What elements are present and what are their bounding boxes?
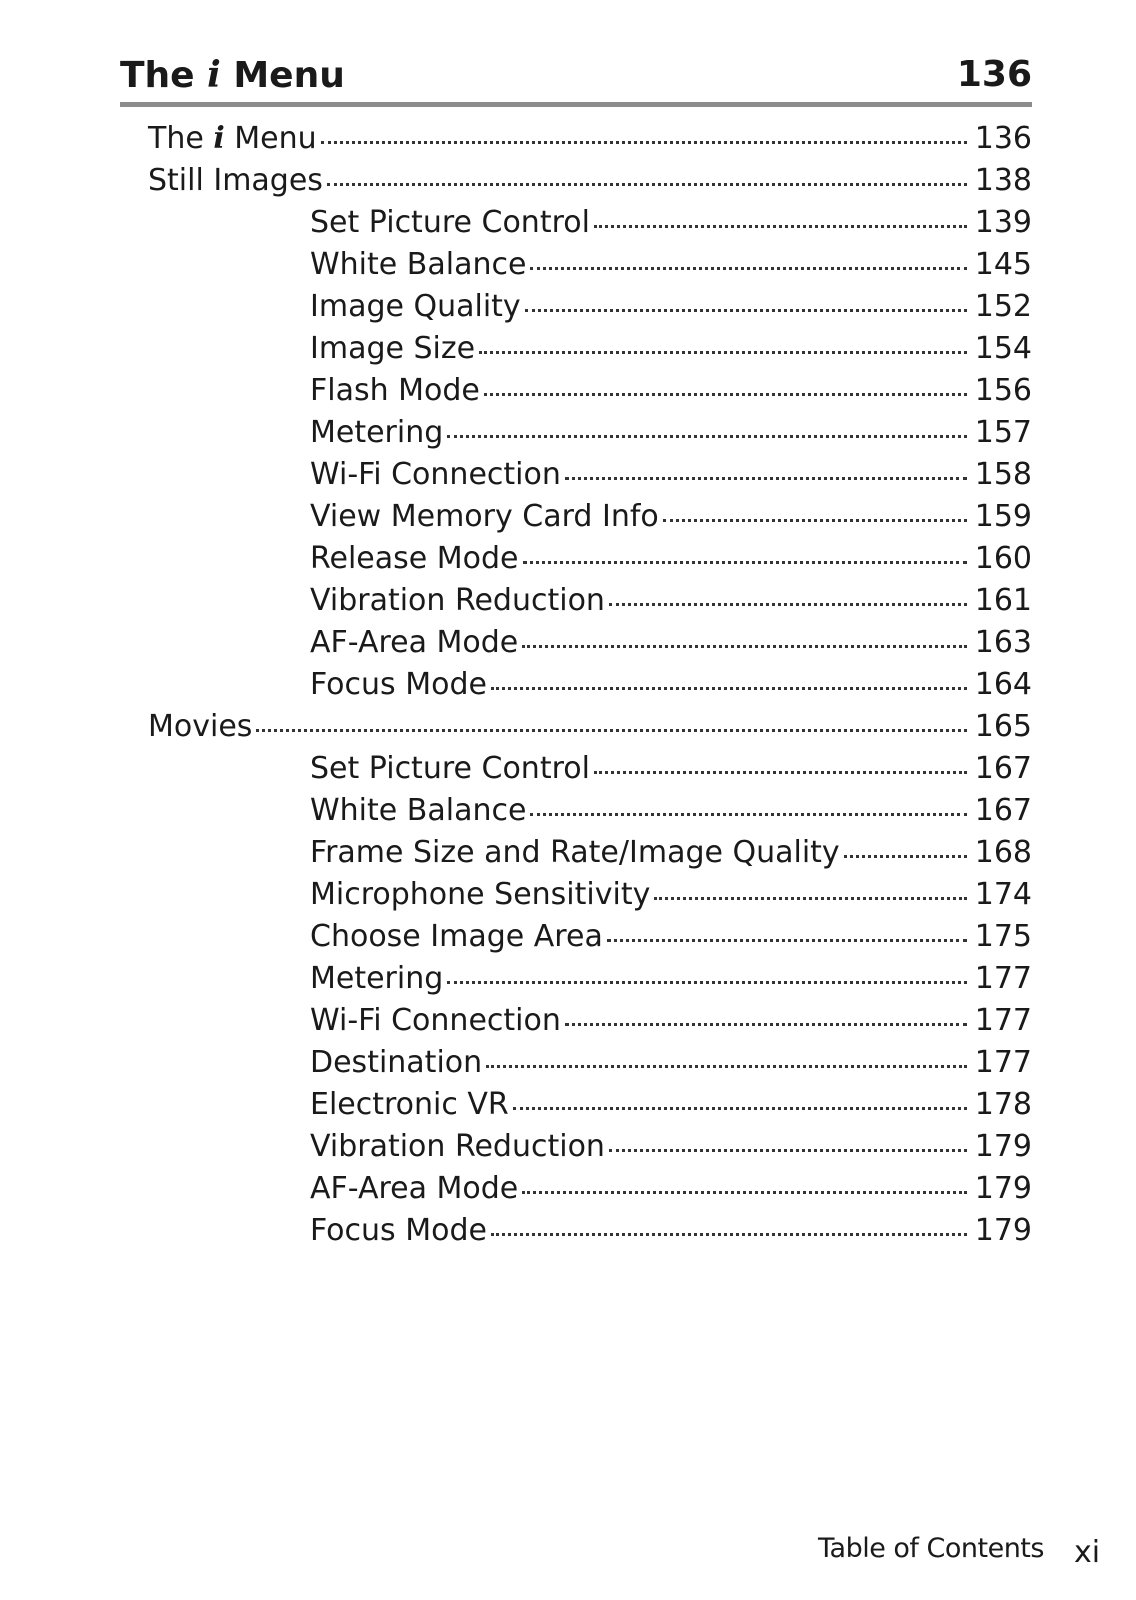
toc-entry[interactable] (120, 1168, 1032, 1210)
toc-entry-page: 175 (974, 919, 1032, 954)
toc-entry-page: 179 (974, 1171, 1032, 1206)
dot-leader (491, 1233, 967, 1236)
toc-entry[interactable] (120, 160, 1032, 202)
toc-entry-page: 161 (974, 583, 1032, 618)
toc-entry[interactable] (120, 286, 1032, 328)
toc-entry-label: Set Picture Control (310, 751, 590, 786)
dot-leader (565, 477, 967, 480)
toc-entry-page: 168 (974, 835, 1032, 870)
toc-entry-page: 174 (974, 877, 1032, 912)
toc-entry-label: Image Quality (310, 289, 521, 324)
toc-entry-label: Image Size (310, 331, 476, 366)
toc-entry[interactable] (120, 1210, 1032, 1252)
toc-entry-page: 167 (974, 793, 1032, 828)
dot-leader (594, 771, 967, 774)
toc-entry-page: 156 (974, 373, 1032, 408)
toc-entry-label: Movies (148, 709, 253, 744)
dot-leader (321, 141, 967, 144)
toc-entry-page: 178 (974, 1087, 1032, 1122)
toc-entry-page: 179 (974, 1129, 1032, 1164)
toc-entry[interactable] (120, 1042, 1032, 1084)
section-title (120, 50, 345, 101)
toc-entry-page: 177 (974, 1045, 1032, 1080)
dot-leader (525, 309, 967, 312)
dot-leader (513, 1107, 967, 1110)
toc-entry-label: Destination (310, 1045, 483, 1080)
dot-leader (609, 1149, 967, 1152)
toc-entry-label: Frame Size and Rate/Image Quality (310, 835, 840, 870)
toc-entry-page: 154 (974, 331, 1032, 366)
toc-entry-page: 177 (974, 961, 1032, 996)
toc-entry-label: Still Images (148, 163, 323, 198)
dot-leader (491, 687, 967, 690)
toc-entry-page: 164 (974, 667, 1032, 702)
toc-entry-page: 160 (974, 541, 1032, 576)
toc-entry[interactable] (120, 1126, 1032, 1168)
dot-leader (484, 393, 967, 396)
toc-entry[interactable] (120, 328, 1032, 370)
dot-leader (607, 939, 967, 942)
toc-entry[interactable] (120, 580, 1032, 622)
toc-entry-page: 165 (974, 709, 1032, 744)
dot-leader (565, 1023, 967, 1026)
toc-entry[interactable] (120, 1084, 1032, 1126)
i-menu-icon: i (207, 54, 221, 96)
toc-entry-label: Microphone Sensitivity (310, 877, 651, 912)
toc-entry-label-prefix: The (148, 121, 214, 156)
dot-leader (447, 981, 966, 984)
toc-entry[interactable] (120, 664, 1032, 706)
toc-entry-page: 136 (974, 121, 1032, 156)
toc-list (120, 118, 1032, 1252)
toc-entry[interactable] (120, 748, 1032, 790)
toc-entry-label: Metering (310, 961, 444, 996)
toc-entry-page: 157 (974, 415, 1032, 450)
toc-entry-label: Focus Mode (310, 1213, 487, 1248)
dot-leader (256, 729, 966, 732)
toc-entry-page: 177 (974, 1003, 1032, 1038)
section-title-prefix: The (120, 55, 208, 96)
toc-entry-label: AF-Area Mode (310, 1171, 519, 1206)
toc-entry-page: 159 (974, 499, 1032, 534)
dot-leader (522, 645, 966, 648)
toc-entry-label: Vibration Reduction (310, 583, 605, 618)
toc-entry-page: 152 (974, 289, 1032, 324)
dot-leader (594, 225, 967, 228)
section-title-suffix: Menu (220, 55, 345, 96)
toc-entry[interactable] (120, 244, 1032, 286)
toc-entry[interactable] (120, 454, 1032, 496)
dot-leader (654, 897, 966, 900)
toc-entry-page: 139 (974, 205, 1032, 240)
toc-entry[interactable] (120, 832, 1032, 874)
section-header (120, 50, 1032, 107)
toc-entry-label: Wi-Fi Connection (310, 457, 561, 492)
toc-entry-label: Choose Image Area (310, 919, 603, 954)
toc-entry-page: 167 (974, 751, 1032, 786)
toc-entry[interactable] (120, 916, 1032, 958)
toc-entry-page: 145 (974, 247, 1032, 282)
dot-leader (523, 561, 967, 564)
toc-entry[interactable] (120, 1000, 1032, 1042)
toc-entry[interactable] (120, 538, 1032, 580)
toc-entry-label: Metering (310, 415, 444, 450)
toc-entry[interactable] (120, 874, 1032, 916)
toc-entry-label: White Balance (310, 793, 527, 828)
toc-entry[interactable] (120, 706, 1032, 748)
footer-label: Table of Contents (818, 1533, 1044, 1564)
section-page-number: 136 (956, 54, 1032, 95)
dot-leader (530, 267, 966, 270)
toc-entry[interactable] (120, 202, 1032, 244)
footer-page-number: xi (1074, 1535, 1101, 1570)
toc-entry-label: Flash Mode (310, 373, 480, 408)
toc-entry[interactable] (120, 496, 1032, 538)
dot-leader (522, 1191, 966, 1194)
toc-entry-label: Set Picture Control (310, 205, 590, 240)
toc-entry[interactable] (120, 118, 1032, 160)
dot-leader (327, 183, 967, 186)
toc-entry[interactable] (120, 412, 1032, 454)
dot-leader (663, 519, 967, 522)
toc-entry-label: Vibration Reduction (310, 1129, 605, 1164)
dot-leader (486, 1065, 967, 1068)
dot-leader (844, 855, 967, 858)
toc-entry[interactable] (120, 958, 1032, 1000)
toc-entry-label: White Balance (310, 247, 527, 282)
toc-entry-page: 138 (974, 163, 1032, 198)
i-menu-icon: i (213, 121, 225, 156)
toc-entry[interactable] (120, 790, 1032, 832)
dot-leader (609, 603, 967, 606)
toc-entry-label: Focus Mode (310, 667, 487, 702)
dot-leader (530, 813, 966, 816)
toc-entry-page: 163 (974, 625, 1032, 660)
toc-entry-label: Electronic VR (310, 1087, 509, 1122)
toc-entry-label (148, 118, 317, 160)
toc-entry-label: Wi-Fi Connection (310, 1003, 561, 1038)
toc-entry-label: View Memory Card Info (310, 499, 659, 534)
toc-entry-label: Release Mode (310, 541, 519, 576)
toc-entry[interactable] (120, 622, 1032, 664)
toc-entry-page: 158 (974, 457, 1032, 492)
toc-entry-page: 179 (974, 1213, 1032, 1248)
toc-entry-label: AF-Area Mode (310, 625, 519, 660)
dot-leader (479, 351, 967, 354)
toc-entry-label-text: Menu (224, 121, 317, 156)
toc-entry[interactable] (120, 370, 1032, 412)
dot-leader (447, 435, 966, 438)
